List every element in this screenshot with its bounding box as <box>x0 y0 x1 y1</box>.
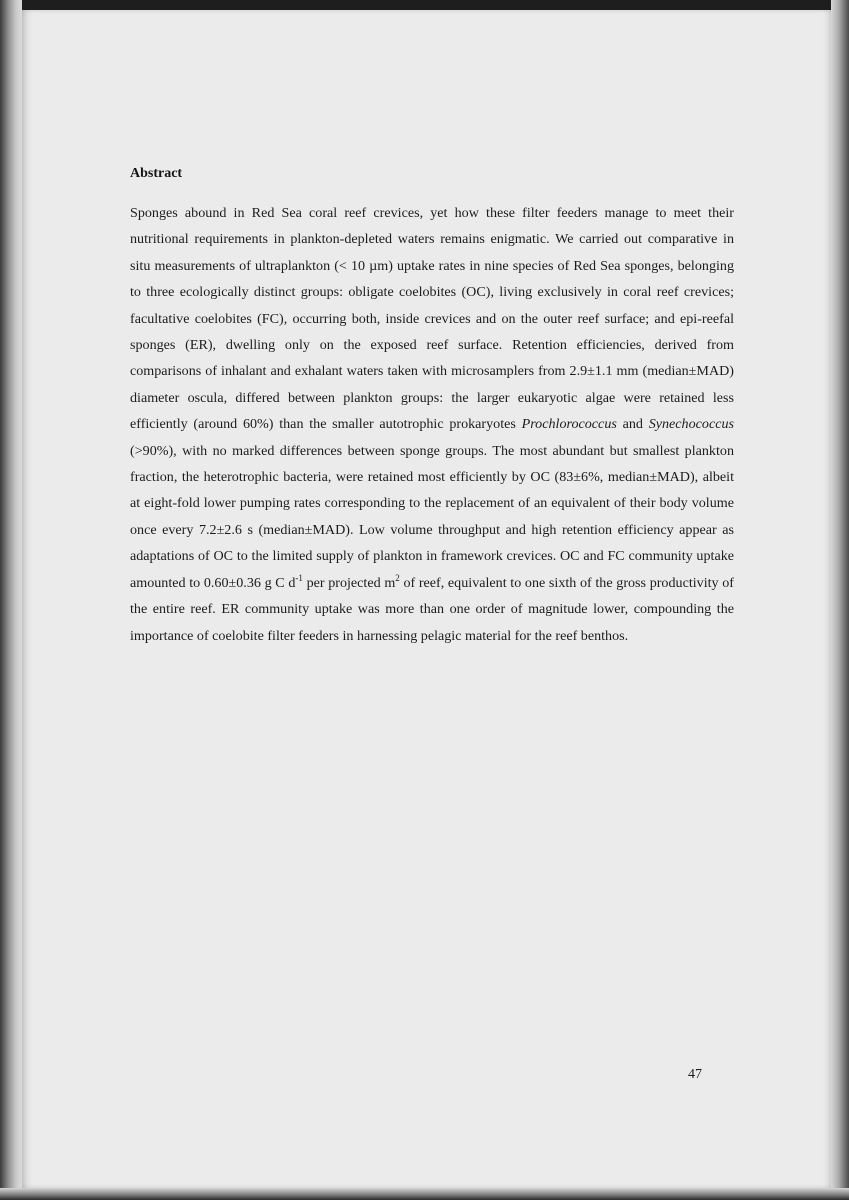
scan-right-edge <box>831 0 849 1200</box>
scan-bottom-edge <box>0 1188 849 1200</box>
unit-exponent-per-day: -1 <box>295 572 303 583</box>
unit-exponent-squared: 2 <box>395 572 400 583</box>
abstract-paragraph <box>130 200 734 649</box>
section-heading: Abstract <box>130 166 183 181</box>
abstract-text-part-3: per projected m <box>302 574 396 591</box>
abstract-text-part-1: Sponges abound in Red Sea coral reef crevices, yet how these filter feeders manage to meet their nutritional requirements in plankton-depleted waters remains enigmatic. We carried out comparative in situ measurements of ultraplankton (< 10 µm) uptake rates in nine species of Red Sea sponges, belonging to three ecologically distinct groups: obligate coelobites (OC), living exclusively in coral reef crevices; facultative coelobites (FC), occurring both, inside crevices and on the outer reef surface; and epi-reefal sponges (ER), dwelling only on the exposed reef surface. Retention efficiencies, derived from comparisons of inhalant and exhalant waters taken with microsamplers from 2.9±1.1 mm (median±MAD) diameter oscula, differed between plankton groups: the larger eukaryotic algae were retained less efficiently (around 60%) than the smaller autotrophic prokaryotes <box>130 205 734 433</box>
genus-name-prochlorococcus: Prochlorococcus <box>521 416 617 433</box>
abstract-text-part-2: (>90%), with no marked differences between sponge groups. The most abundant but smallest plankton fraction, the heterotrophic bacteria, were retained most efficiently by OC (83±6%, median±MAD), albeit at eight-fold lower pumping rates corresponding to the replacement of an equivalent of their body volume once every 7.2±2.6 s (median±MAD). Low volume throughput and high retention efficiency appear as adaptations of OC to the limited supply of plankton in framework crevices. OC and FC community uptake amounted to 0.60±0.36 g C d <box>130 442 734 591</box>
scan-top-edge <box>0 0 849 10</box>
page-number: 47 <box>688 1067 702 1082</box>
document-page <box>22 10 831 1188</box>
scan-binding-edge <box>0 0 22 1200</box>
abstract-text-part-4: of reef, equivalent to one sixth of the gross productivity of the entire reef. ER community uptake was more than one order of magnitude lower, compounding the importance of coelobite filter feeders in harnessing pelagic material for the reef benthos. <box>130 574 734 644</box>
abstract-text-conjunction: and <box>616 416 649 433</box>
genus-name-synechococcus: Synechococcus <box>648 416 734 433</box>
